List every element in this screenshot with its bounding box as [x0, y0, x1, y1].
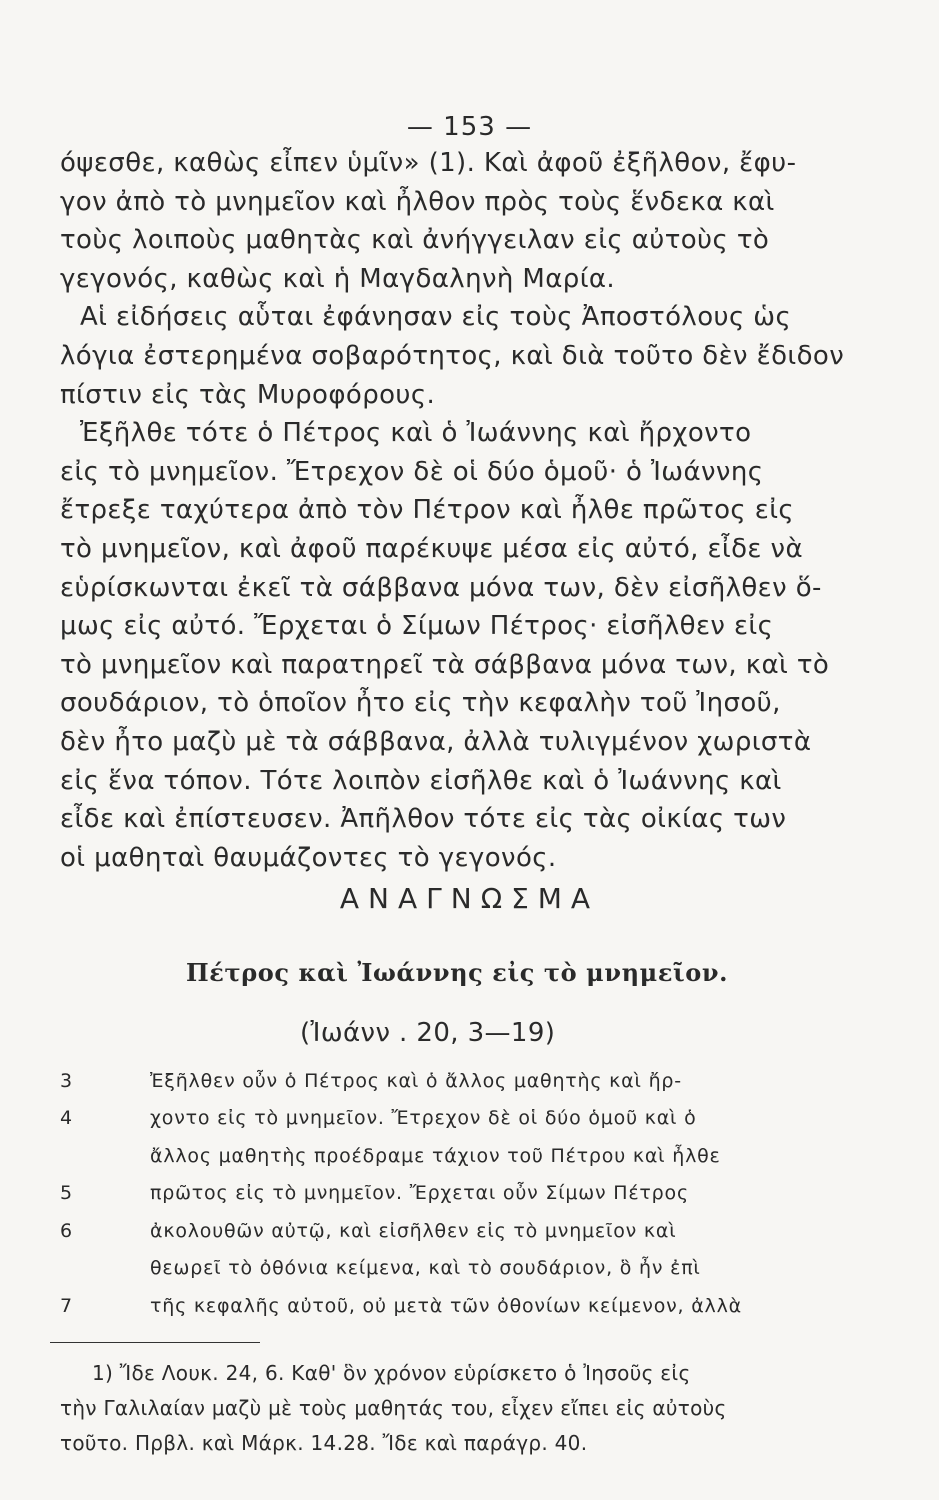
body-line: ἔτρεξε ταχύτερα ἀπὸ τὸν Πέτρον καὶ ἦλθε πρῶτος εἰς	[60, 495, 795, 526]
section-subheading: Πέτρος καὶ Ἰωάννης εἰς τὸ μνημεῖον.	[186, 958, 729, 987]
verse-text: θεωρεῖ τὸ ὀθόνια κείμενα, καὶ τὸ σουδάριον, ὃ ἦν ἐπὶ	[150, 1257, 701, 1280]
verse-number: 5	[60, 1182, 73, 1205]
body-line: γον ἀπὸ τὸ μνημεῖον καὶ ἦλθον πρὸς τοὺς ἕνδεκα καὶ	[60, 186, 775, 217]
verse-row	[56, 1212, 836, 1250]
verse-text: ἄλλος μαθητὴς προέδραμε τάχιον τοῦ Πέτρου καὶ ἦλθε	[150, 1144, 721, 1167]
body-line: Ἐξῆλθε τότε ὁ Πέτρος καὶ ὁ Ἰωάννης καὶ ἤρχοντο	[80, 418, 752, 449]
body-line: Αἱ εἰδήσεις αὗται ἐφάνησαν εἰς τοὺς Ἀποστόλους ὡς	[80, 302, 792, 333]
footnote-line: 1) Ἴδε Λουκ. 24, 6. Καθ' ὃν χρόνον εὑρίσκετο ὁ Ἰησοῦς εἰς	[92, 1361, 691, 1385]
body-line: σουδάριον, τὸ ὁποῖον ἦτο εἰς τὴν κεφαλὴν τοῦ Ἰησοῦ,	[60, 688, 781, 719]
footnote-line: τὴν Γαλιλαίαν μαζὺ μὲ τοὺς μαθητάς του, εἶχεν εἴπει εἰς αὐτοὺς	[60, 1396, 727, 1420]
verse-text: τῆς κεφαλῆς αὐτοῦ, οὐ μετὰ τῶν ὀθονίων κείμενον, ἀλλὰ	[150, 1294, 742, 1317]
verse-number: 3	[60, 1069, 73, 1092]
body-line: μως εἰς αὐτό. Ἔρχεται ὁ Σίμων Πέτρος· εἰσῆλθεν εἰς	[60, 611, 774, 642]
body-line: εὑρίσκωνται ἐκεῖ τὰ σάββανα μόνα των, δὲν εἰσῆλθεν ὅ-	[60, 572, 822, 603]
body-line: τὸ μνημεῖον, καὶ ἀφοῦ παρέκυψε μέσα εἰς αὐτό, εἶδε νὰ	[60, 533, 804, 564]
body-line: εἰς τὸ μνημεῖον. Ἔτρεχον δὲ οἱ δύο ὁμοῦ· ὁ Ἰωάννης	[60, 456, 764, 487]
body-text	[60, 144, 845, 877]
body-line: γεγονός, καθὼς καὶ ἡ Μαγδαληνὴ Μαρία.	[60, 263, 616, 294]
body-line: λόγια ἐστερημένα σοβαρότητος, καὶ διὰ τοῦτο δὲν ἔδιδον	[60, 340, 845, 371]
body-line: τὸ μνημεῖον καὶ παρατηρεῖ τὰ σάββανα μόνα των, καὶ τὸ	[60, 649, 830, 680]
verse-text: χοντο εἰς τὸ μνημεῖον. Ἔτρεχον δὲ οἱ δύο ὁμοῦ καὶ ὁ	[150, 1107, 697, 1130]
verse-number: 7	[60, 1294, 73, 1317]
verse-text: ἀκολουθῶν αὐτῷ, καὶ εἰσῆλθεν εἰς τὸ μνημεῖον καὶ	[150, 1219, 677, 1242]
body-line: οἱ μαθηταὶ θαυμάζοντες τὸ γεγονός.	[60, 842, 557, 873]
verse-row	[56, 1137, 836, 1175]
verse-row	[56, 1062, 836, 1100]
verse-row	[56, 1100, 836, 1138]
body-line: εἶδε καὶ ἐπίστευσεν. Ἀπῆλθον τότε εἰς τὰς οἰκίας των	[60, 804, 787, 835]
verse-row	[56, 1250, 836, 1288]
body-line: τοὺς λοιποὺς μαθητὰς καὶ ἀνήγγειλαν εἰς αὐτοὺς τὸ	[60, 225, 770, 256]
verse-text: Ἐξῆλθεν οὖν ὁ Πέτρος καὶ ὁ ἄλλος μαθητὴς καὶ ἤρ-	[150, 1069, 682, 1092]
section-heading: ΑΝΑΓΝΩΣΜΑ	[339, 882, 600, 915]
body-line: πίστιν εἰς τὰς Μυροφόρους.	[60, 379, 436, 410]
footnotes	[60, 1356, 830, 1461]
verse-text: πρῶτος εἰς τὸ μνημεῖον. Ἔρχεται οὖν Σίμων Πέτρος	[150, 1182, 689, 1205]
body-line: εἰς ἕνα τόπον. Τότε λοιπὸν εἰσῆλθε καὶ ὁ Ἰωάννης καὶ	[60, 765, 782, 796]
footnote-divider	[50, 1342, 260, 1343]
footnote-line: τοῦτο. Πρβλ. καὶ Μάρκ. 14.28. Ἴδε καὶ παράγρ. 40.	[60, 1431, 588, 1455]
verse-list	[56, 1062, 836, 1325]
verse-number: 6	[60, 1219, 73, 1242]
page-number: — 153 —	[406, 112, 533, 142]
body-line: όψεσθε, καθὼς εἶπεν ὑμῖν» (1). Καὶ ἀφοῦ ἐξῆλθον, ἔφυ-	[60, 148, 797, 178]
verse-row	[56, 1287, 836, 1325]
scripture-reference: (Ἰωάνν . 20, 3—19)	[300, 1018, 556, 1048]
verse-number: 4	[60, 1107, 73, 1130]
verse-row	[56, 1175, 836, 1213]
body-line: δὲν ἦτο μαζὺ μὲ τὰ σάββανα, ἀλλὰ τυλιγμένον χωριστὰ	[60, 726, 812, 757]
